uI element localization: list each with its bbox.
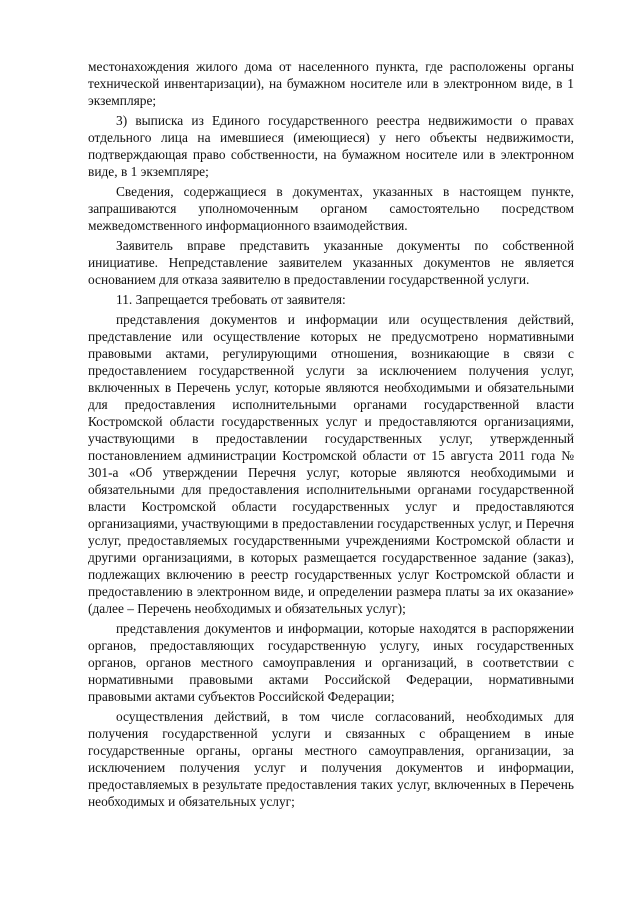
paragraph-prohibition-3: осуществления действий, в том числе согласований, необходимых для получения государственной услуги и связанных с обращением в иные государственные органы, органы местного самоуправления, организации, за исключением получения услуг и получения документов и информации, предоставляемых в результате предоставления таких услуг, включенных в Перечень необходимых и обязательных услуг; [88,709,574,809]
paragraph-prohibition-1: представления документов и информации или осуществления действий, представление или осуществление которых не предусмотрено нормативными правовыми актами, регулирующими отношения, возникающие в связи с предоставлением государственной услуги за исключением получения услуг, включенных в Перечень услуг, которые являются необходимыми и обязательными для предоставления исполнительными органами государственной власти Костромской области государственных услуг и предоставляются организациями, участвующими в предоставлении государственных услуг, утвержденный постановлением администрации Костромской области от 15 августа 2011 года № 301-а «Об утверждении Перечня услуг, которые являются необходимыми и обязательными для предоставления исполнительными органами государственной власти Костромской области государственных услуг и предоставляются организациями, участвующими в предоставлении государственных услуг, и Перечня услуг, предоставляемых государственными учреждениями Костромской области и другими организациями, в которых размещается государственное задание (заказ), подлежащих включению в реестр государственных услуг Костромской области и предоставлению в электронном виде, и определении размера платы за их оказание» (далее – Перечень необходимых и обязательных услуг); [88,312,574,616]
paragraph-prohibition-2: представления документов и информации, которые находятся в распоряжении органов, предоставляющих государственную услугу, иных государственных органов, органов местного самоуправления и организаций, в соответствии с нормативными правовыми актами Российской Федерации, нормативными правовыми актами субъектов Российской Федерации; [88,621,574,704]
paragraph-info-request: Сведения, содержащиеся в документах, указанных в настоящем пункте, запрашиваются уполномоченным органом самостоятельно посредством межведомственного информационного взаимодействия. [88,184,574,233]
paragraph-continuation: местонахождения жилого дома от населенного пункта, где расположены органы технической инвентаризации), на бумажном носителе или в электронном виде, в 1 экземпляре; [88,59,574,108]
paragraph-clause-11: 11. Запрещается требовать от заявителя: [116,292,346,307]
paragraph-item-3: 3) выписка из Единого государственного реестра недвижимости о правах отдельного лица на имевшиеся (имеющиеся) у него объекты недвижимости, подтверждающая право собственности, на бумажном носителе или в электронном виде, в 1 экземпляре; [88,113,574,179]
document-page [88,58,574,813]
paragraph-applicant-right: Заявитель вправе представить указанные документы по собственной инициативе. Непредставление заявителем указанных документов не является основанием для отказа заявителю в предоставлении государственной услуги. [88,238,574,287]
